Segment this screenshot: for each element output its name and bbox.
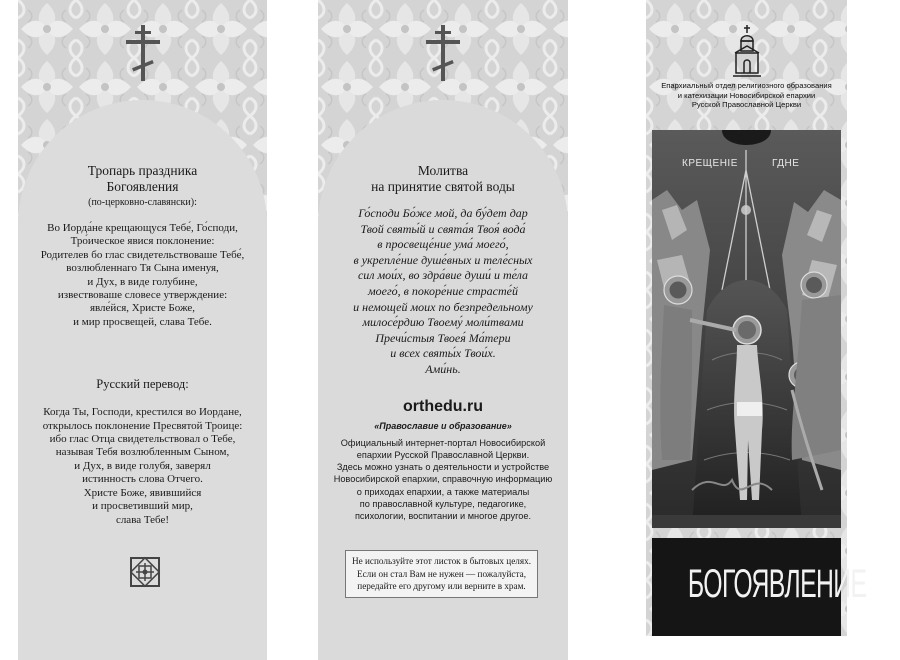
prayer-title	[318, 163, 568, 195]
troparion-note: (по-церковно-славянски):	[88, 197, 197, 208]
prayer-line: в просвеще́ние ума́ моего́,	[377, 237, 509, 252]
translation-line: называя Тебя возлюбленным Сыном,	[55, 446, 230, 459]
troparion-line: и мир просвещей, слава Тебе.	[73, 315, 212, 328]
cover-panel	[646, 0, 867, 636]
troparion-line: явле́йся, Христе Боже,	[89, 302, 196, 315]
notice-line: передайте его другому или верните в храм.	[357, 581, 526, 591]
troparion-title-line: Тропарь праздника	[87, 163, 198, 178]
notice-line: Если он стал Вам не нужен — пожалуйста,	[356, 568, 526, 579]
prayer-line: Твой святы́й и свята́я Твоя́ вода́	[360, 221, 526, 236]
description-line: епархии Русской Православной Церкви.	[356, 449, 530, 460]
prayer-text	[318, 206, 568, 378]
church-logo-icon	[733, 25, 761, 77]
troparion-panel	[18, 0, 267, 636]
prayer-line: моего́, в покоре́ние страсте́й	[368, 283, 518, 298]
troparion-line: Тро́ическое явися поклонение:	[70, 235, 215, 248]
description-line: о приходах епархии, а также материалы	[356, 486, 530, 497]
prayer-line: Пречи́стыя Твоея́ Ма́тери	[375, 330, 511, 345]
orthodox-cross-icon	[123, 25, 163, 81]
orthodox-cross-icon	[423, 25, 463, 81]
baptism-icon-image	[652, 130, 841, 528]
translation-line: открылось поклонение Пресвятой Троице:	[42, 419, 243, 432]
troparion-title	[18, 163, 267, 195]
description-line: психологии, воспитании и многое другое.	[354, 511, 532, 522]
org-line: и катехизации Новосибирской епархии	[677, 90, 816, 100]
translation-line: и просветивший мир,	[92, 500, 193, 513]
troparion-line: и Дух, в виде голубине,	[87, 275, 198, 288]
troparion-text	[18, 222, 267, 329]
site-motto: «Православие и образование»	[374, 420, 512, 431]
icon-caption-left: КРЕЩЕНІЕ	[682, 158, 738, 169]
description-line: Новосибирской епархии, справочную информацию	[333, 474, 553, 485]
organization-name	[646, 81, 847, 110]
site-link[interactable]: orthedu.ru	[403, 397, 483, 415]
prayer-line: в укрепле́ние душе́вных и теле́сных	[353, 252, 533, 267]
prayer-title-line: Молитва	[417, 163, 469, 178]
translation-text	[18, 406, 267, 527]
prayer-panel	[318, 0, 568, 636]
troparion-line: извествоваше словесе утверждение:	[57, 289, 228, 302]
translation-line: Христе Боже, явившийся	[83, 486, 202, 499]
prayer-line: и всех святы́х Твои́х.	[390, 346, 496, 361]
troparion-title-line: Богоявления	[106, 179, 179, 194]
prayer-line: Го́споди Бо́же мой, да бу́дет дар	[358, 206, 528, 220]
icon-caption-right: ГДНЕ	[772, 158, 800, 169]
prayer-title-line: на принятие святой воды	[371, 179, 515, 194]
translation-line: ибо глас Отца свидетельствовал о Тебе,	[49, 433, 236, 446]
org-line: Русской Православной Церкви	[691, 100, 802, 109]
translation-line: Когда Ты, Господи, крестился во Иордане,	[43, 406, 242, 419]
notice-line: Не используйте этот листок в бытовых целях.	[351, 556, 532, 566]
prayer-line: милосе́рдию Твоему́ моли́твами	[362, 315, 524, 330]
title-band	[652, 538, 867, 636]
ornament-emblem-icon	[130, 557, 160, 587]
translation-title: Русский перевод:	[96, 377, 189, 392]
site-description	[318, 437, 568, 523]
troparion-line: Родителев бо глас свидетельствоваше Тебе́,	[40, 248, 245, 261]
translation-line: истинность слова Отчего.	[82, 473, 203, 486]
translation-line: и Дух, в виде голубя, заверял	[74, 459, 211, 472]
baptism-of-christ-icon	[652, 130, 841, 528]
translation-line: слава Тебе!	[115, 513, 170, 526]
prayer-line: и немощей моих по безпредельному	[353, 299, 533, 314]
prayer-line: Ами́нь.	[425, 361, 461, 376]
description-line: Здесь можно узнать о деятельности и устройстве	[336, 462, 550, 473]
description-line: Официальный интернет-портал Новосибирской	[340, 437, 546, 448]
cover-title: БОГОЯВЛЕНИЕ	[687, 562, 867, 606]
usage-notice	[345, 550, 538, 598]
org-line: Епархиальный отдел религиозного образования	[661, 81, 832, 90]
description-line: по православной культуре, педагогике,	[359, 499, 527, 510]
prayer-line: сил мои́х, во здра́вие души́ и те́ла	[357, 268, 529, 283]
troparion-line: возлюбленнаго Тя Сына именуя,	[66, 262, 219, 275]
troparion-line: Во Иорда́не крещающуся Тебе́, Го́споди,	[47, 222, 238, 234]
